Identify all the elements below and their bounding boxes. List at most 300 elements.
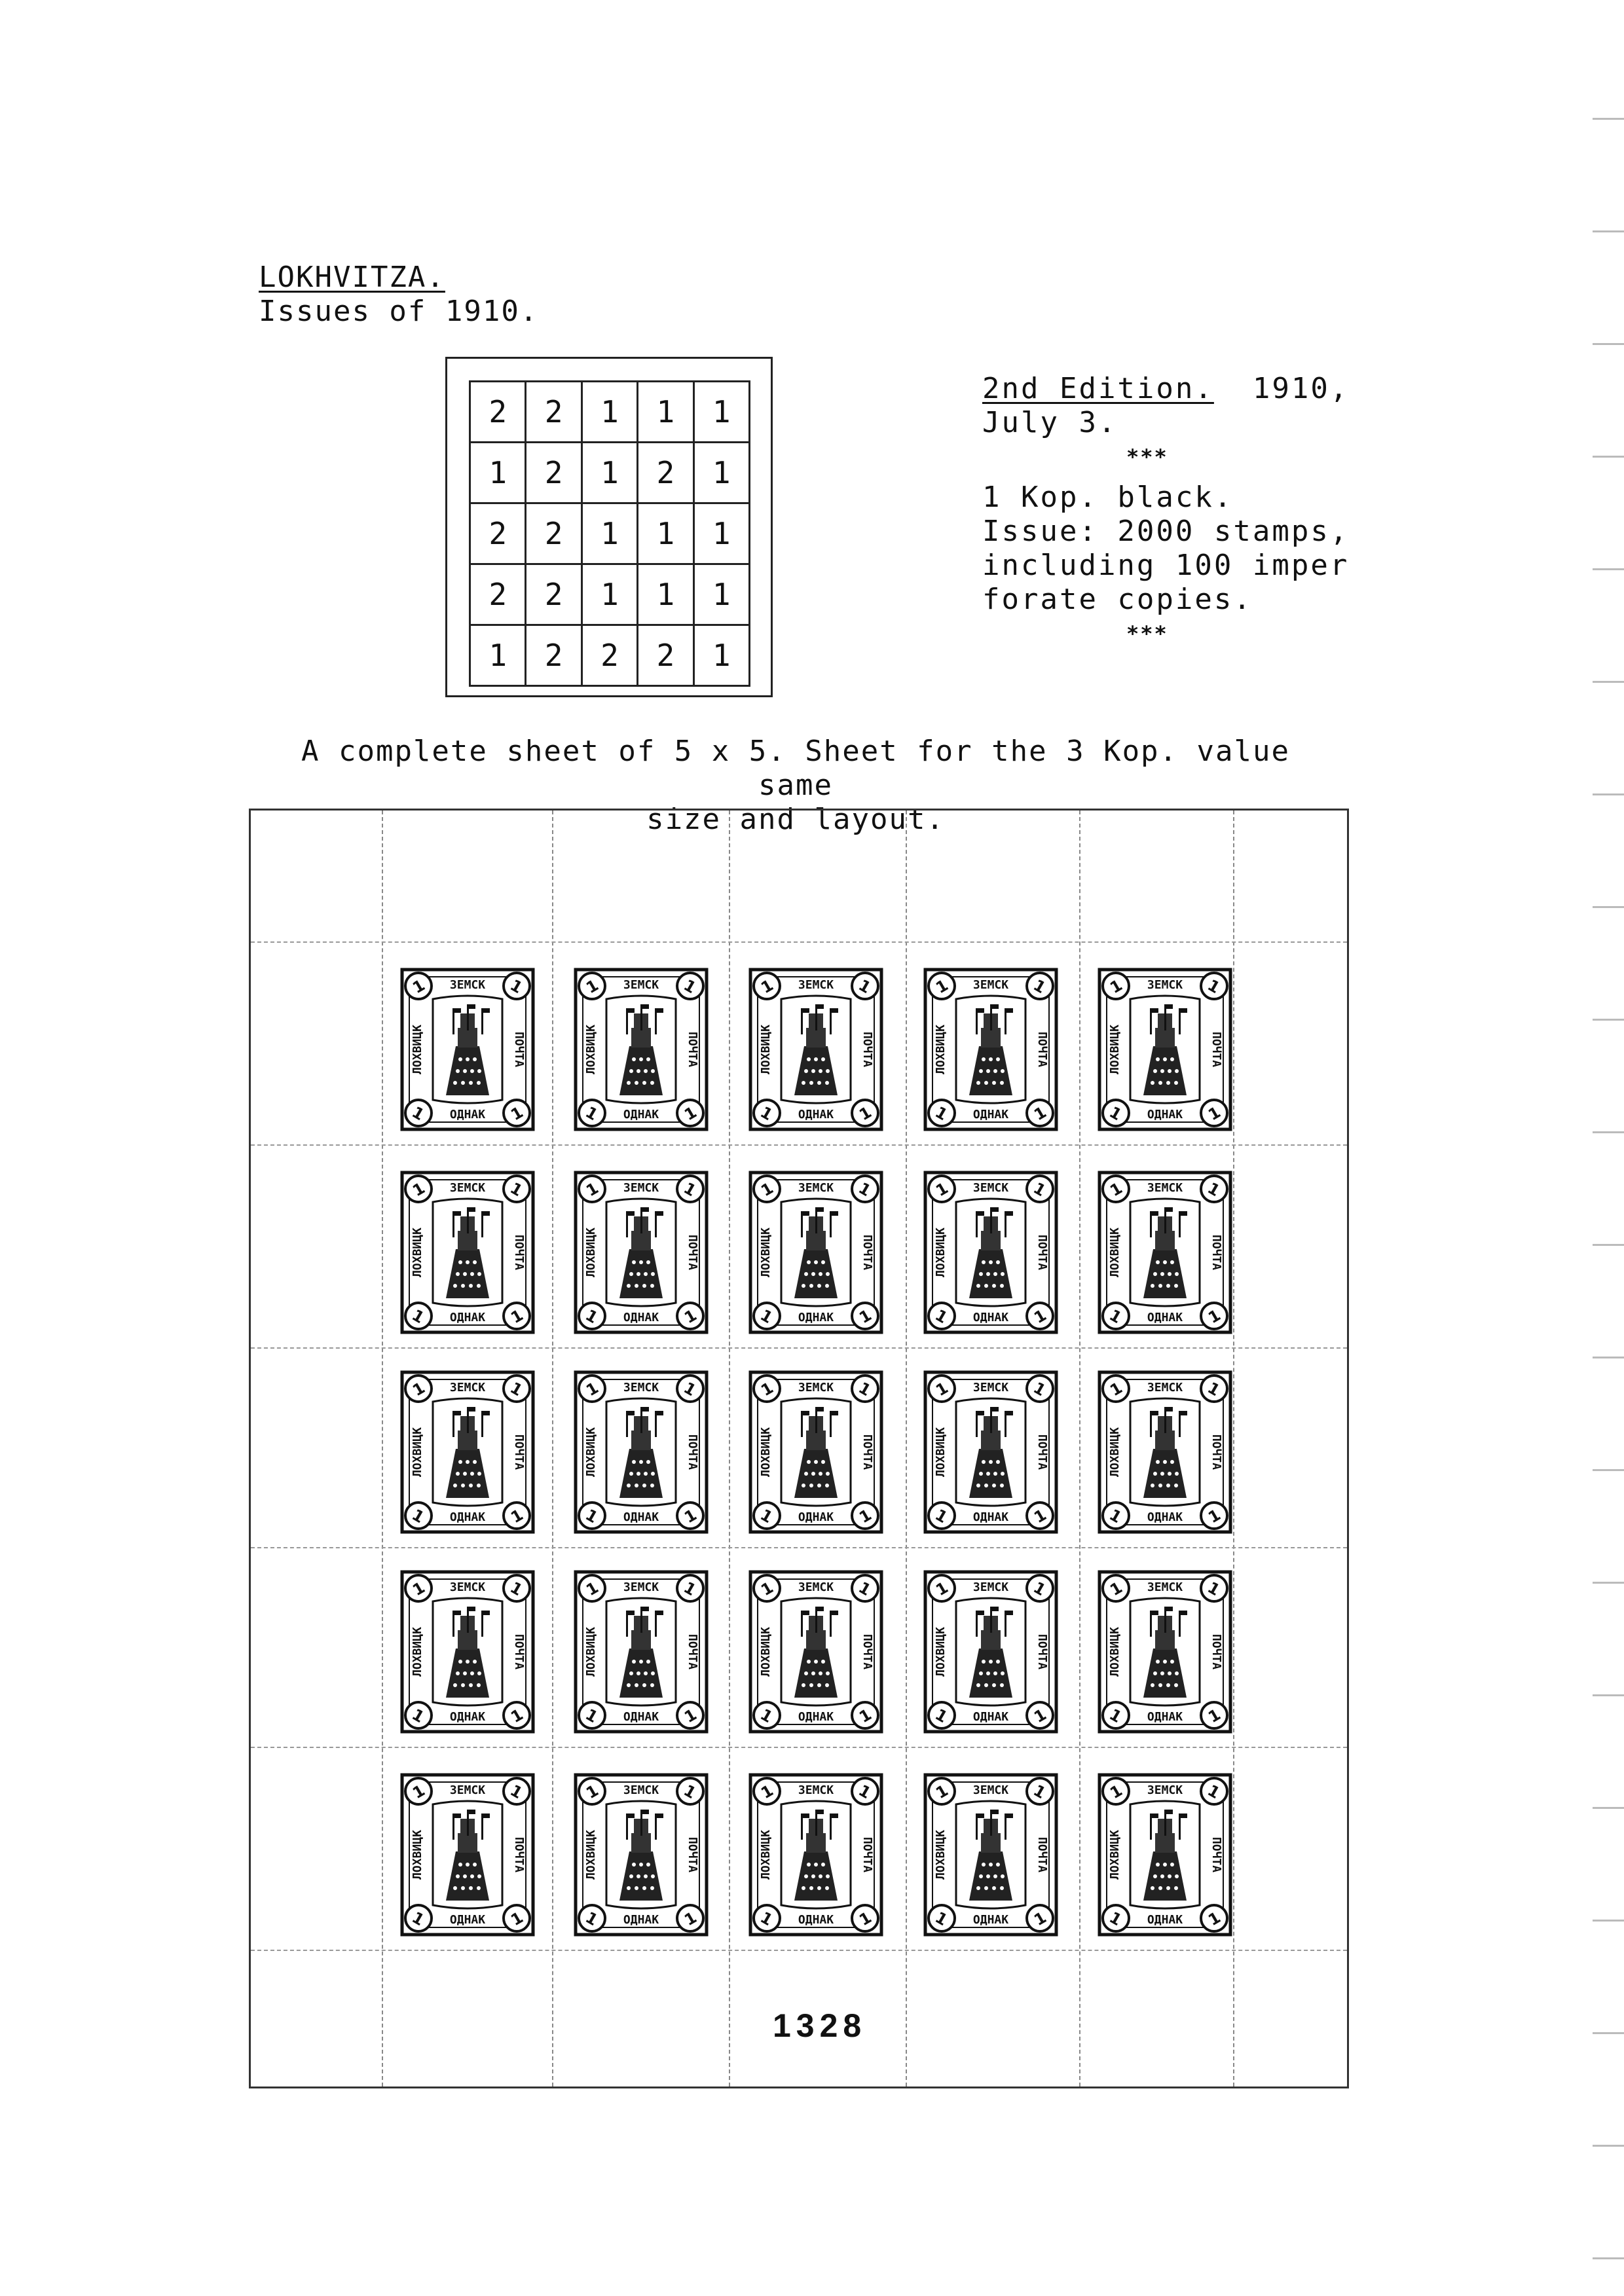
svg-text:1: 1: [758, 1178, 777, 1201]
page-title: LOKHVITZA.: [259, 261, 445, 294]
stamp: [400, 1370, 535, 1534]
svg-text:ПОЧТА: ПОЧТА: [1035, 1633, 1049, 1670]
svg-text:1: 1: [1030, 1578, 1049, 1600]
type-grid-cell: 2: [526, 443, 581, 503]
stamp: [748, 1570, 883, 1734]
svg-text:1: 1: [507, 1505, 526, 1527]
svg-text:ОДНАК: ОДНАК: [972, 1510, 1009, 1524]
svg-text:1: 1: [1031, 1705, 1050, 1727]
svg-text:ПОЧТА: ПОЧТА: [860, 1234, 874, 1271]
svg-text:1: 1: [1205, 1908, 1224, 1930]
svg-text:ПОЧТА: ПОЧТА: [686, 1836, 699, 1873]
svg-text:ЗЕМСК: ЗЕМСК: [449, 1783, 486, 1797]
svg-text:ЗЕМСК: ЗЕМСК: [798, 1381, 834, 1394]
stamp: [400, 1171, 535, 1334]
svg-text:ПОЧТА: ПОЧТА: [512, 1633, 526, 1670]
svg-text:ОДНАК: ОДНАК: [623, 1710, 659, 1724]
type-grid-cell: 1: [581, 382, 637, 443]
stamp: [400, 1570, 535, 1734]
svg-text:1: 1: [1204, 1578, 1223, 1600]
type-grid-cell: 2: [526, 625, 581, 686]
type-grid-cell: 2: [526, 382, 581, 443]
type-grid-cell: 2: [526, 503, 581, 564]
svg-text:1: 1: [856, 1908, 875, 1930]
svg-text:ОДНАК: ОДНАК: [1147, 1311, 1183, 1324]
svg-text:ОДНАК: ОДНАК: [972, 1913, 1009, 1927]
svg-text:ЗЕМСК: ЗЕМСК: [449, 1381, 486, 1394]
svg-text:ПОЧТА: ПОЧТА: [512, 1434, 526, 1470]
edge-tab-mark: [1593, 906, 1624, 908]
svg-text:1: 1: [583, 1781, 602, 1803]
svg-text:1: 1: [1106, 1705, 1125, 1727]
svg-text:ЛОХВИЦК: ЛОХВИЦК: [1108, 1427, 1122, 1477]
svg-text:1: 1: [507, 1578, 526, 1600]
stamp: [923, 1171, 1058, 1334]
edition-year: 1910,: [1252, 372, 1350, 405]
svg-text:ЗЕМСК: ЗЕМСК: [798, 1783, 834, 1797]
svg-text:ОДНАК: ОДНАК: [798, 1108, 834, 1121]
svg-text:1: 1: [583, 975, 602, 998]
sheet-type-layout-diagram: [445, 357, 773, 697]
stamp: [574, 1370, 709, 1534]
svg-text:1: 1: [582, 1505, 601, 1527]
svg-text:ЗЕМСК: ЗЕМСК: [972, 978, 1009, 992]
edge-tab-mark: [1593, 2257, 1624, 2259]
svg-text:1: 1: [507, 1178, 526, 1201]
type-grid-cell: 2: [470, 564, 526, 625]
svg-text:1: 1: [1205, 1102, 1224, 1125]
type-grid-cell: 1: [581, 443, 637, 503]
svg-text:ЗЕМСК: ЗЕМСК: [623, 1580, 659, 1594]
stamp: [923, 1570, 1058, 1734]
svg-text:ЗЕМСК: ЗЕМСК: [623, 1181, 659, 1195]
stamp: [574, 1773, 709, 1937]
stamp: [574, 968, 709, 1131]
svg-text:1: 1: [1204, 1378, 1223, 1400]
svg-text:1: 1: [1107, 1578, 1126, 1600]
svg-text:ЛОХВИЦК: ЛОХВИЦК: [411, 1627, 424, 1677]
svg-text:1: 1: [855, 975, 874, 998]
svg-text:ОДНАК: ОДНАК: [1147, 1510, 1183, 1524]
svg-text:1: 1: [932, 1178, 951, 1201]
svg-text:ЛОХВИЦК: ЛОХВИЦК: [759, 1427, 773, 1477]
stamp: [1098, 968, 1232, 1131]
edge-tab-mark: [1593, 1244, 1624, 1246]
svg-text:ОДНАК: ОДНАК: [1147, 1108, 1183, 1121]
svg-text:ПОЧТА: ПОЧТА: [860, 1031, 874, 1068]
edge-tab-mark: [1593, 1920, 1624, 1922]
sheet-perforation-line: [251, 1347, 1347, 1349]
sheet-margin-line: [251, 1950, 1347, 1951]
svg-text:1: 1: [583, 1178, 602, 1201]
type-grid-row: [470, 564, 750, 625]
svg-text:1: 1: [1031, 1305, 1050, 1328]
svg-text:1: 1: [409, 1305, 428, 1328]
svg-text:ОДНАК: ОДНАК: [798, 1913, 834, 1927]
svg-text:ЛОХВИЦК: ЛОХВИЦК: [1108, 1228, 1122, 1277]
type-grid-row: [470, 503, 750, 564]
svg-text:ЛОХВИЦК: ЛОХВИЦК: [934, 1627, 948, 1677]
type-grid-cell: 1: [693, 443, 749, 503]
svg-text:1: 1: [932, 1102, 951, 1125]
svg-text:1: 1: [932, 1505, 951, 1527]
svg-text:ОДНАК: ОДНАК: [623, 1913, 659, 1927]
svg-text:ЛОХВИЦК: ЛОХВИЦК: [759, 1830, 773, 1880]
svg-text:ПОЧТА: ПОЧТА: [860, 1633, 874, 1670]
svg-text:ОДНАК: ОДНАК: [623, 1510, 659, 1524]
svg-text:1: 1: [582, 1705, 601, 1727]
svg-text:ОДНАК: ОДНАК: [798, 1710, 834, 1724]
type-grid-cell: 1: [693, 564, 749, 625]
svg-text:ЗЕМСК: ЗЕМСК: [972, 1181, 1009, 1195]
svg-text:ОДНАК: ОДНАК: [798, 1510, 834, 1524]
type-grid-cell: 1: [638, 503, 693, 564]
svg-text:1: 1: [1205, 1505, 1224, 1527]
svg-text:1: 1: [680, 1378, 699, 1400]
svg-text:1: 1: [758, 1578, 777, 1600]
edge-tab-mark: [1593, 1469, 1624, 1471]
svg-text:ПОЧТА: ПОЧТА: [860, 1434, 874, 1470]
svg-text:ПОЧТА: ПОЧТА: [512, 1031, 526, 1068]
svg-text:1: 1: [1205, 1705, 1224, 1727]
svg-text:1: 1: [507, 1378, 526, 1400]
svg-text:1: 1: [409, 975, 428, 998]
svg-text:1: 1: [855, 1781, 874, 1803]
edition-date: July 3.: [982, 406, 1118, 439]
stamp: [748, 1171, 883, 1334]
svg-text:1: 1: [932, 1705, 951, 1727]
stamp: [748, 968, 883, 1131]
svg-text:1: 1: [680, 1178, 699, 1201]
svg-text:1: 1: [583, 1378, 602, 1400]
stamp: [400, 968, 535, 1131]
svg-text:1: 1: [681, 1705, 700, 1727]
svg-text:1: 1: [1030, 975, 1049, 998]
svg-text:ПОЧТА: ПОЧТА: [1209, 1031, 1223, 1068]
svg-text:ЗЕМСК: ЗЕМСК: [449, 1580, 486, 1594]
caption-line-2: size and layout.: [646, 803, 945, 836]
svg-text:ЗЕМСК: ЗЕМСК: [798, 1580, 834, 1594]
svg-text:1: 1: [932, 1908, 951, 1930]
edge-tab-mark: [1593, 343, 1624, 345]
svg-text:1: 1: [680, 1781, 699, 1803]
svg-text:1: 1: [757, 1908, 776, 1930]
svg-text:1: 1: [681, 1305, 700, 1328]
type-grid-cell: 1: [693, 503, 749, 564]
svg-text:ПОЧТА: ПОЧТА: [512, 1836, 526, 1873]
svg-text:ПОЧТА: ПОЧТА: [1035, 1031, 1049, 1068]
caption-line-1: A complete sheet of 5 x 5. Sheet for the 3 Kop. value same: [301, 735, 1290, 802]
svg-text:ЗЕМСК: ЗЕМСК: [623, 1783, 659, 1797]
svg-text:1: 1: [1030, 1781, 1049, 1803]
svg-text:ЗЕМСК: ЗЕМСК: [798, 1181, 834, 1195]
stamp: [1098, 1570, 1232, 1734]
svg-text:1: 1: [757, 1505, 776, 1527]
svg-text:ПОЧТА: ПОЧТА: [686, 1633, 699, 1670]
type-grid-cell: 2: [638, 625, 693, 686]
sheet-number: 1328: [773, 2007, 867, 2044]
stamp: [1098, 1171, 1232, 1334]
svg-text:1: 1: [1106, 1908, 1125, 1930]
svg-text:ЛОХВИЦК: ЛОХВИЦК: [1108, 1627, 1122, 1677]
svg-text:ПОЧТА: ПОЧТА: [1209, 1633, 1223, 1670]
svg-text:ЛОХВИЦК: ЛОХВИЦК: [411, 1025, 424, 1074]
svg-text:1: 1: [856, 1102, 875, 1125]
svg-text:ПОЧТА: ПОЧТА: [1209, 1836, 1223, 1873]
sheet-perforation-line: [1079, 811, 1080, 2086]
svg-text:1: 1: [582, 1102, 601, 1125]
svg-text:1: 1: [932, 1305, 951, 1328]
svg-text:1: 1: [1204, 1178, 1223, 1201]
svg-text:1: 1: [680, 975, 699, 998]
stamp: [923, 1370, 1058, 1534]
edition-detail-line: forate copies.: [982, 583, 1253, 616]
svg-text:ЛОХВИЦК: ЛОХВИЦК: [411, 1427, 424, 1477]
svg-text:ОДНАК: ОДНАК: [623, 1108, 659, 1121]
svg-text:1: 1: [856, 1305, 875, 1328]
edition-detail-line: Issue: 2000 stamps,: [982, 515, 1350, 548]
svg-text:1: 1: [681, 1505, 700, 1527]
stamp: [923, 968, 1058, 1131]
svg-text:1: 1: [1031, 1505, 1050, 1527]
type-grid-cell: 1: [693, 382, 749, 443]
type-grid-cell: 1: [638, 564, 693, 625]
svg-text:1: 1: [409, 1102, 428, 1125]
type-grid-cell: 1: [470, 625, 526, 686]
svg-text:ЛОХВИЦК: ЛОХВИЦК: [1108, 1025, 1122, 1074]
svg-text:1: 1: [507, 1908, 526, 1930]
svg-text:ЛОХВИЦК: ЛОХВИЦК: [934, 1025, 948, 1074]
stamp: [1098, 1773, 1232, 1937]
sheet-perforation-line: [729, 811, 730, 2086]
svg-text:1: 1: [932, 1781, 951, 1803]
type-grid-cell: 1: [581, 564, 637, 625]
edition-label: 2nd Edition.: [982, 372, 1214, 405]
svg-text:ЗЕМСК: ЗЕМСК: [972, 1580, 1009, 1594]
edge-tab-mark: [1593, 1582, 1624, 1584]
svg-text:1: 1: [409, 1178, 428, 1201]
type-grid-row: [470, 382, 750, 443]
svg-text:1: 1: [757, 1705, 776, 1727]
type-grid-cell: 2: [638, 443, 693, 503]
svg-text:1: 1: [1106, 1505, 1125, 1527]
sheet-perforation-line: [552, 811, 553, 2086]
svg-text:1: 1: [932, 975, 951, 998]
edge-tab-mark: [1593, 2032, 1624, 2034]
stamp: [574, 1570, 709, 1734]
svg-text:ОДНАК: ОДНАК: [449, 1913, 486, 1927]
svg-text:ЛОХВИЦК: ЛОХВИЦК: [584, 1427, 598, 1477]
svg-text:ЗЕМСК: ЗЕМСК: [972, 1381, 1009, 1394]
svg-text:ПОЧТА: ПОЧТА: [686, 1434, 699, 1470]
edge-tab-mark: [1593, 1694, 1624, 1696]
page-heading: [259, 261, 538, 329]
edition-info: [982, 372, 1349, 651]
svg-text:ЗЕМСК: ЗЕМСК: [1147, 1181, 1183, 1195]
stamp: [400, 1773, 535, 1937]
svg-text:ЛОХВИЦК: ЛОХВИЦК: [584, 1025, 598, 1074]
svg-text:ЗЕМСК: ЗЕМСК: [1147, 1580, 1183, 1594]
svg-text:ПОЧТА: ПОЧТА: [1209, 1234, 1223, 1271]
svg-text:1: 1: [1205, 1305, 1224, 1328]
edition-detail-line: including 100 imper: [982, 549, 1350, 582]
svg-text:1: 1: [1107, 975, 1126, 998]
type-grid-row: [470, 443, 750, 503]
separator-top: ***: [1126, 445, 1168, 469]
type-grid-cell: 1: [693, 625, 749, 686]
svg-text:1: 1: [681, 1908, 700, 1930]
svg-text:1: 1: [1204, 975, 1223, 998]
svg-text:ЗЕМСК: ЗЕМСК: [1147, 1783, 1183, 1797]
edge-tab-mark: [1593, 1019, 1624, 1021]
svg-text:ПОЧТА: ПОЧТА: [860, 1836, 874, 1873]
type-grid-cell: 2: [470, 503, 526, 564]
svg-text:1: 1: [409, 1705, 428, 1727]
svg-text:ЛОХВИЦК: ЛОХВИЦК: [759, 1025, 773, 1074]
sheet-perforation-line: [251, 1747, 1347, 1748]
svg-text:1: 1: [507, 1705, 526, 1727]
edge-tab-mark: [1593, 118, 1624, 120]
edition-detail-line: 1 Kop. black.: [982, 481, 1234, 514]
edge-tab-mark: [1593, 793, 1624, 795]
stamp-sheet: [249, 809, 1349, 2088]
svg-text:ЗЕМСК: ЗЕМСК: [1147, 1381, 1183, 1394]
edge-tab-mark: [1593, 2145, 1624, 2147]
svg-text:ЛОХВИЦК: ЛОХВИЦК: [934, 1427, 948, 1477]
separator-bottom: ***: [1126, 621, 1168, 646]
svg-text:1: 1: [1204, 1781, 1223, 1803]
svg-text:1: 1: [1031, 1908, 1050, 1930]
svg-text:1: 1: [1107, 1781, 1126, 1803]
sheet-perforation-line: [251, 1547, 1347, 1548]
svg-text:1: 1: [758, 1378, 777, 1400]
type-grid: [469, 380, 750, 687]
sheet-margin-line: [382, 811, 383, 2086]
svg-text:1: 1: [1107, 1178, 1126, 1201]
svg-text:ЛОХВИЦК: ЛОХВИЦК: [1108, 1830, 1122, 1880]
svg-text:1: 1: [758, 975, 777, 998]
edition-details: [982, 481, 1349, 617]
svg-text:ЗЕМСК: ЗЕМСК: [449, 1181, 486, 1195]
svg-text:ОДНАК: ОДНАК: [972, 1108, 1009, 1121]
edge-tab-mark: [1593, 568, 1624, 570]
stamp: [923, 1773, 1058, 1937]
svg-text:1: 1: [1030, 1178, 1049, 1201]
svg-text:ЗЕМСК: ЗЕМСК: [972, 1783, 1009, 1797]
edge-tab-mark: [1593, 1807, 1624, 1809]
svg-text:1: 1: [409, 1505, 428, 1527]
edge-tab-mark: [1593, 1131, 1624, 1133]
svg-text:1: 1: [1031, 1102, 1050, 1125]
svg-text:ЛОХВИЦК: ЛОХВИЦК: [584, 1627, 598, 1677]
svg-text:1: 1: [855, 1578, 874, 1600]
svg-text:ОДНАК: ОДНАК: [972, 1710, 1009, 1724]
svg-text:ОДНАК: ОДНАК: [449, 1710, 486, 1724]
svg-text:ЛОХВИЦК: ЛОХВИЦК: [411, 1228, 424, 1277]
svg-text:ОДНАК: ОДНАК: [1147, 1913, 1183, 1927]
svg-text:ОДНАК: ОДНАК: [798, 1311, 834, 1324]
svg-text:1: 1: [758, 1781, 777, 1803]
svg-text:1: 1: [1030, 1378, 1049, 1400]
sheet-margin-line: [251, 941, 1347, 943]
type-grid-cell: 2: [470, 382, 526, 443]
svg-text:1: 1: [507, 1305, 526, 1328]
svg-text:1: 1: [932, 1378, 951, 1400]
svg-text:1: 1: [582, 1908, 601, 1930]
svg-text:1: 1: [507, 1102, 526, 1125]
svg-text:ЗЕМСК: ЗЕМСК: [449, 978, 486, 992]
svg-text:1: 1: [855, 1178, 874, 1201]
svg-text:1: 1: [1106, 1102, 1125, 1125]
svg-text:ЛОХВИЦК: ЛОХВИЦК: [759, 1228, 773, 1277]
svg-text:1: 1: [1107, 1378, 1126, 1400]
svg-text:ОДНАК: ОДНАК: [449, 1510, 486, 1524]
svg-text:ОДНАК: ОДНАК: [623, 1311, 659, 1324]
type-grid-cell: 2: [581, 625, 637, 686]
type-grid-cell: 1: [470, 443, 526, 503]
svg-text:ОДНАК: ОДНАК: [972, 1311, 1009, 1324]
svg-text:ЛОХВИЦК: ЛОХВИЦК: [934, 1830, 948, 1880]
svg-text:1: 1: [1106, 1305, 1125, 1328]
svg-text:ПОЧТА: ПОЧТА: [686, 1234, 699, 1271]
svg-text:ЗЕМСК: ЗЕМСК: [623, 1381, 659, 1394]
edge-tab-mark: [1593, 1357, 1624, 1358]
svg-text:ЗЕМСК: ЗЕМСК: [623, 978, 659, 992]
svg-text:ОДНАК: ОДНАК: [449, 1311, 486, 1324]
stamp: [574, 1171, 709, 1334]
stamp: [1098, 1370, 1232, 1534]
svg-text:ЛОХВИЦК: ЛОХВИЦК: [584, 1228, 598, 1277]
edge-tab-mark: [1593, 230, 1624, 232]
svg-text:ОДНАК: ОДНАК: [1147, 1710, 1183, 1724]
sheet-perforation-line: [251, 1144, 1347, 1146]
svg-text:1: 1: [757, 1305, 776, 1328]
stamp: [748, 1773, 883, 1937]
edge-tab-mark: [1593, 456, 1624, 458]
svg-text:1: 1: [409, 1378, 428, 1400]
svg-text:1: 1: [681, 1102, 700, 1125]
svg-text:1: 1: [757, 1102, 776, 1125]
svg-text:1: 1: [582, 1305, 601, 1328]
svg-text:1: 1: [409, 1781, 428, 1803]
edge-tab-mark: [1593, 681, 1624, 683]
sheet-perforation-line: [906, 811, 907, 2086]
svg-text:1: 1: [856, 1705, 875, 1727]
svg-text:ЗЕМСК: ЗЕМСК: [1147, 978, 1183, 992]
type-grid-row: [470, 625, 750, 686]
sheet-margin-line: [1233, 811, 1234, 2086]
svg-text:ПОЧТА: ПОЧТА: [686, 1031, 699, 1068]
svg-text:ОДНАК: ОДНАК: [449, 1108, 486, 1121]
svg-text:1: 1: [855, 1378, 874, 1400]
svg-text:ЛОХВИЦК: ЛОХВИЦК: [584, 1830, 598, 1880]
svg-text:1: 1: [856, 1505, 875, 1527]
svg-text:1: 1: [932, 1578, 951, 1600]
svg-text:1: 1: [507, 1781, 526, 1803]
svg-text:ПОЧТА: ПОЧТА: [1035, 1234, 1049, 1271]
svg-text:1: 1: [583, 1578, 602, 1600]
svg-text:ЛОХВИЦК: ЛОХВИЦК: [759, 1627, 773, 1677]
svg-text:1: 1: [409, 1578, 428, 1600]
type-grid-cell: 1: [638, 382, 693, 443]
type-grid-cell: 1: [581, 503, 637, 564]
svg-text:ЛОХВИЦК: ЛОХВИЦК: [411, 1830, 424, 1880]
svg-text:ПОЧТА: ПОЧТА: [1035, 1434, 1049, 1470]
svg-text:1: 1: [680, 1578, 699, 1600]
svg-text:ЗЕМСК: ЗЕМСК: [798, 978, 834, 992]
svg-text:ПОЧТА: ПОЧТА: [1209, 1434, 1223, 1470]
svg-text:1: 1: [507, 975, 526, 998]
